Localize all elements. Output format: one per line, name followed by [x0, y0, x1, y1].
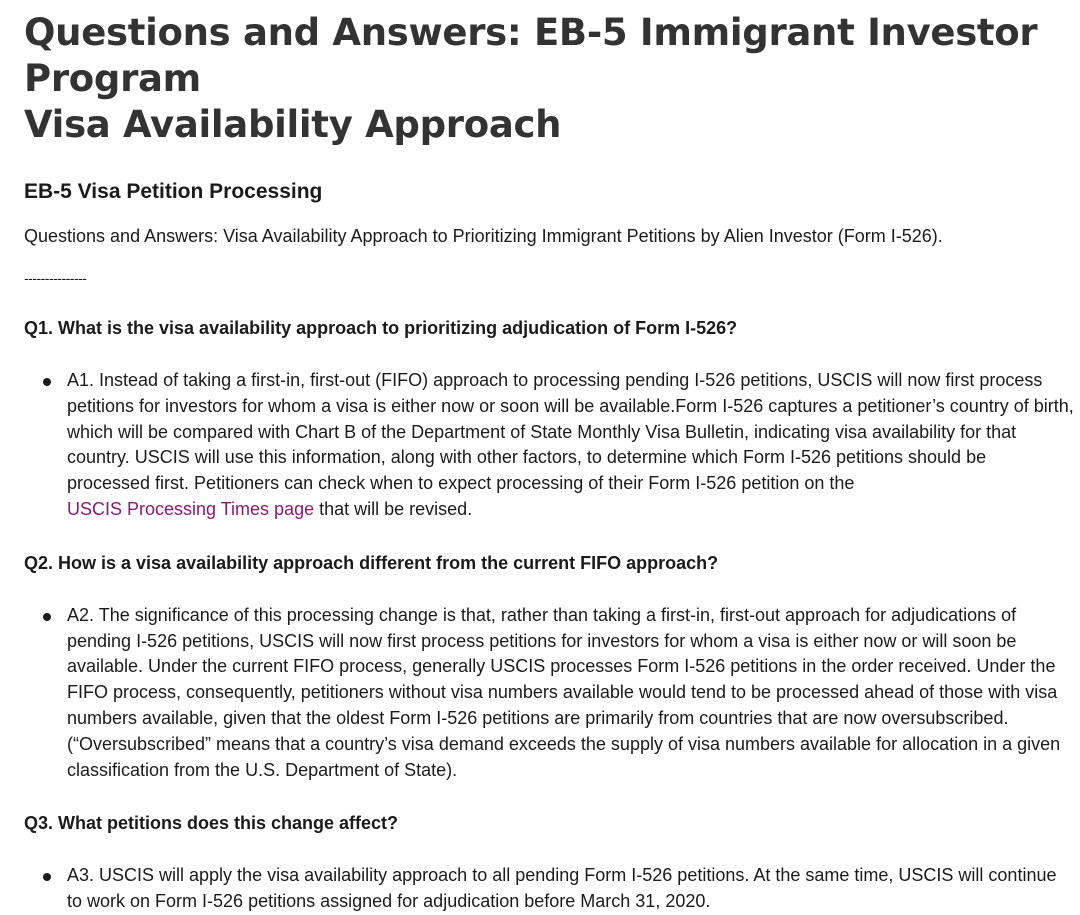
answer-list-3: [24, 863, 1074, 915]
answer-3-text: A3. USCIS will apply the visa availability approach to all pending Form I-526 petitions. At the same time, USCIS will continue to work on Form I-526 petitions assigned for adjudication before March 31, 2020.: [67, 865, 1057, 912]
intro-paragraph: Questions and Answers: Visa Availability Approach to Prioritizing Immigrant Petitions by Alien Investor (Form I-526).: [24, 226, 943, 246]
processing-times-link[interactable]: USCIS Processing Times page: [67, 498, 315, 519]
answer-2-text: A2. The significance of this processing change is that, rather than taking a first-in, first-out approach for adjudications of pending I-526 petitions, USCIS will now first process petitions for investors for whom a visa is either now or will soon be available. Under the current FIFO process, generally USCIS processes Form I-526 petitions in the order received. Under the FIFO process, consequently, petitioners without visa numbers available would tend to be processed ahead of those with visa numbers available, given that the oldest Form I-526 petitions are primarily from countries that are now oversubscribed. (“Oversubscribed” means that a country’s visa demand exceeds the supply of visa numbers available for allocation in a given classification from the U.S. Department of State).: [67, 604, 1061, 780]
answer-3: [24, 863, 1074, 915]
answer-1-tail: that will be revised.: [319, 498, 473, 519]
article: [24, 0, 1074, 915]
page-title-line-2: Visa Availability Approach: [24, 103, 562, 146]
answer-1-text: A1. Instead of taking a first-in, first-out (FIFO) approach to processing pending I-526 petitions, USCIS will now first process petitions for investors for whom a visa is either now or soon will be available.Form I-526 captures a petitioner’s country of birth, which will be compared with Chart B of the Department of State Monthly Visa Bulletin, indicating visa availability for that country. USCIS will use this information, along with other factors, to determine which Form I-526 petitions should be processed first. Petitioners can check when to expect processing of their Form I-526 petition on the: [67, 370, 1074, 494]
divider-line: ---------------: [24, 270, 87, 286]
answer-list-2: [24, 603, 1074, 784]
answer-1: [24, 368, 1074, 523]
bullet-icon: [43, 873, 51, 881]
page-title-line-1: Questions and Answers: EB-5 Immigrant Investor Program: [24, 11, 1038, 100]
page-title: [24, 10, 1074, 148]
bullet-icon: [43, 378, 51, 386]
bullet-icon: [43, 613, 51, 621]
section-subtitle: EB-5 Visa Petition Processing: [24, 180, 323, 203]
question-3: Q3. What petitions does this change affect?: [24, 813, 399, 834]
answer-list-1: [24, 368, 1074, 523]
question-1: Q1. What is the visa availability approach to prioritizing adjudication of Form I-526?: [24, 318, 738, 338]
question-2: Q2. How is a visa availability approach different from the current FIFO approach?: [24, 552, 719, 573]
answer-2: [24, 603, 1074, 784]
